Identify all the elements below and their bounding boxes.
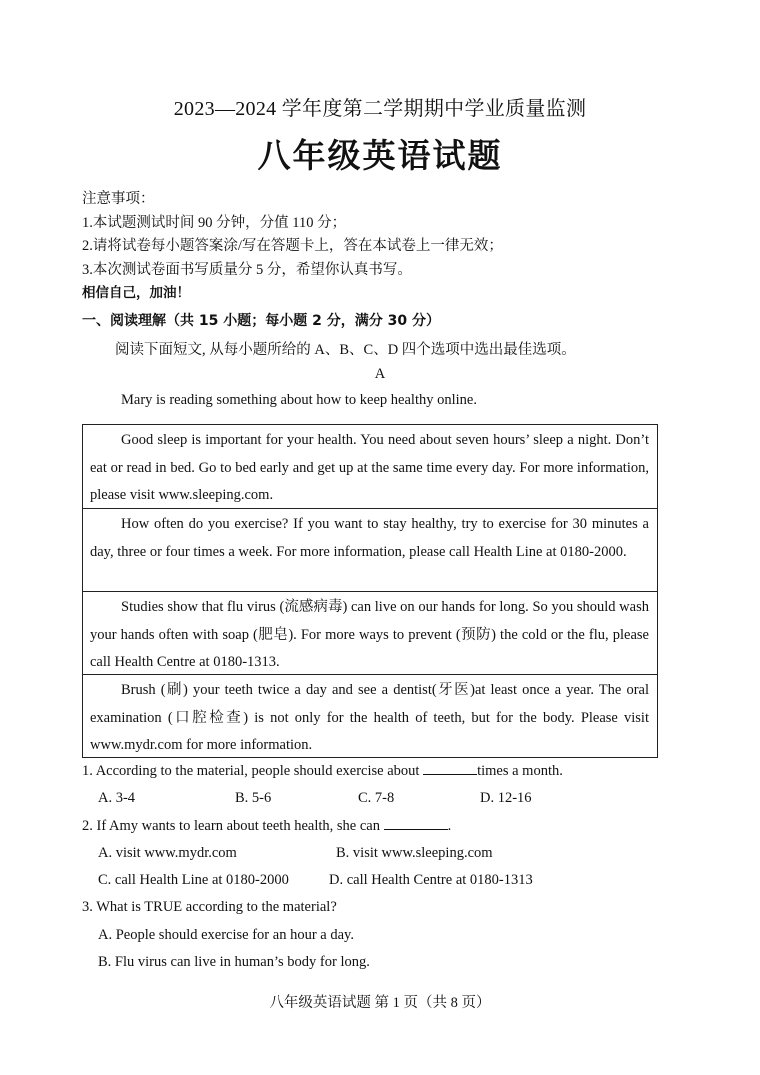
question-1-option-a[interactable]: A. 3-4 — [98, 790, 136, 807]
section-heading: 一、阅读理解（共 15 小题；每小题 2 分，满分 30 分） — [82, 313, 440, 329]
question-3-option-a[interactable]: A. People should exercise for an hour a day. — [98, 926, 354, 943]
section-instruction: 阅读下面短文, 从每小题所给的 A、B、C、D 四个选项中选出最佳选项。 — [115, 342, 576, 358]
passage-box-flu — [83, 591, 657, 674]
question-2-options-row-1 — [82, 840, 682, 867]
question-1-option-c[interactable]: C. 7-8 — [358, 790, 395, 807]
question-2-stem-after: . — [447, 817, 452, 834]
question-2-option-b[interactable]: B. visit www.sleeping.com — [336, 844, 493, 861]
passage-box-teeth-text: Brush (刷) your teeth twice a day and see a dentist(牙医)at least once a year. The oral examination (口腔检查) is not only for the health of teeth, but for the body. Please visit www.mydr.com for more information. — [90, 682, 649, 753]
question-1-stem — [82, 758, 682, 785]
question-3-option-b-row — [82, 949, 682, 976]
exam-year-line: 2023—2024 学年度第二学期期中学业质量监测 — [173, 98, 587, 120]
exam-title: 八年级英语试题 — [257, 136, 503, 175]
question-3-stem-before: 3. What is TRUE according to the material? — [82, 899, 337, 916]
question-1-stem-after: times a month. — [477, 763, 563, 779]
question-3-stem — [82, 894, 682, 921]
passage-letter: A — [374, 366, 386, 382]
question-1-option-b[interactable]: B. 5-6 — [235, 790, 272, 807]
note-item-3: 3.本次测试卷面书写质量分 5 分，希望你认真书写。 — [82, 261, 412, 278]
question-2-stem-before: 2. If Amy wants to learn about teeth health, she can — [82, 817, 384, 834]
passage-boxes — [82, 424, 658, 758]
question-1-option-d[interactable]: D. 12-16 — [480, 790, 532, 807]
passage-box-exercise-text: How often do you exercise? If you want to stay healthy, try to exercise for 30 minutes a day, three or four times a week. For more information, please call Health Line at 0180-2000. — [90, 516, 649, 560]
encouragement-text: 相信自己，加油！ — [82, 285, 190, 301]
passage-intro: Mary is reading something about how to keep healthy online. — [121, 392, 477, 408]
note-item-1: 1.本试题测试时间 90 分钟，分值 110 分； — [82, 214, 347, 231]
question-1-stem-before: 1. According to the material, people should exercise about — [82, 763, 424, 779]
passage-box-teeth — [83, 674, 657, 757]
question-2-blank — [384, 815, 448, 830]
passage-box-sleep-text: Good sleep is important for your health. You need about seven hours’ sleep a night. Don’t eat or read in bed. Go to bed early and get up at the same time every day. For more information, please visit www.sleeping.com. — [90, 432, 649, 503]
question-2-option-c[interactable]: C. call Health Line at 0180-2000 — [98, 872, 289, 889]
question-3-option-a-row — [82, 922, 682, 949]
question-2-options-row-2 — [82, 867, 682, 894]
question-1-blank — [423, 760, 477, 775]
question-2-option-d[interactable]: D. call Health Centre at 0180-1313 — [329, 872, 533, 889]
question-1-options — [82, 785, 682, 812]
note-item-2: 2.请将试卷每小题答案涂/写在答题卡上，答在本试卷上一律无效； — [82, 238, 503, 254]
page-footer: 八年级英语试题 第 1 页（共 8 页） — [269, 995, 491, 1011]
passage-box-sleep — [83, 425, 657, 508]
questions-list — [82, 758, 682, 976]
notes-section — [82, 188, 682, 306]
question-2-option-a[interactable]: A. visit www.mydr.com — [98, 844, 237, 861]
passage-box-flu-text: Studies show that flu virus (流感病毒) can live on our hands for long. So you should wash your hands often with soap (肥皂). For more ways to prevent (预防) the cold or the flu, please call Health Centre at 0180-1313. — [90, 599, 649, 670]
notes-heading: 注意事项： — [82, 191, 155, 207]
question-2-stem — [82, 813, 682, 840]
question-3-option-b[interactable]: B. Flu virus can live in human’s body for long. — [98, 954, 370, 971]
passage-box-exercise — [83, 508, 657, 591]
